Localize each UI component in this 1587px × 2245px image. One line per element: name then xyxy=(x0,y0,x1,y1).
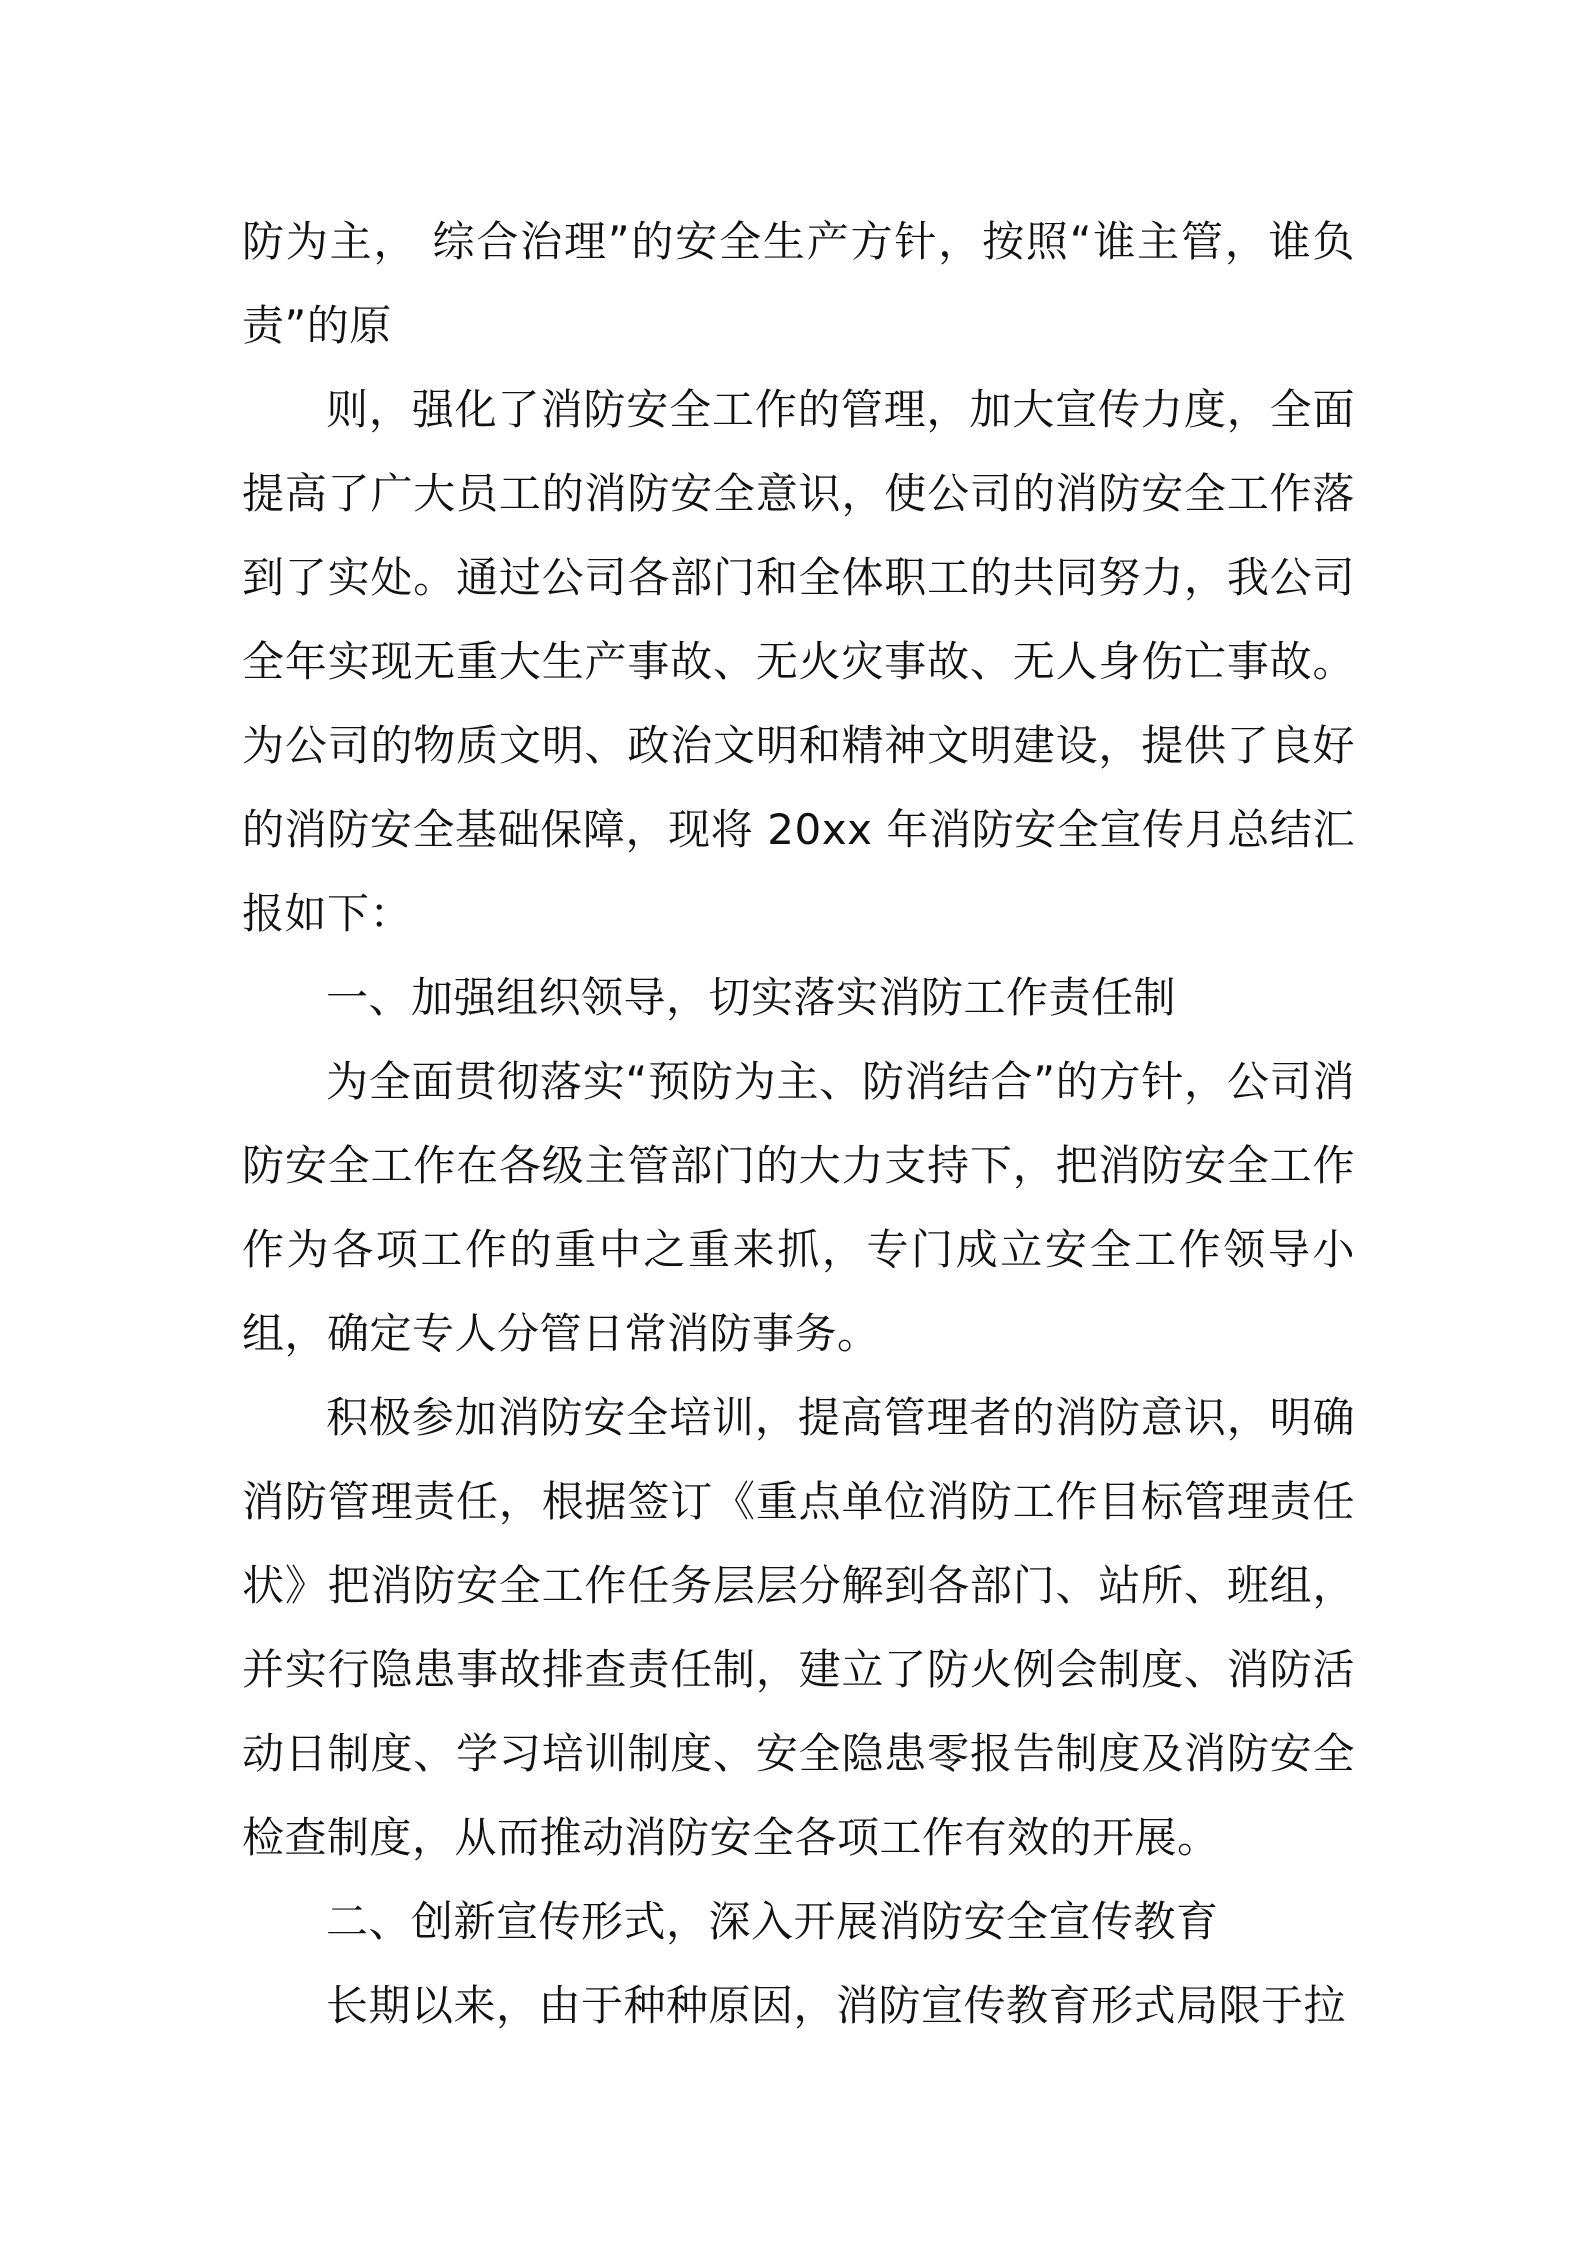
section-heading-1: 一、加强组织领导，切实落实消防工作责任制 xyxy=(326,973,1177,1022)
paragraph-summary-intro: 则，强化了消防安全工作的管理，加大宣传力度，全面提高了广大员工的消防安全意识，使公司的消防安全工作落到了实处。通过公司各部门和全体职工的共同努力，我公司全年实现无重大生产事故、无火灾事故、无人身伤亡事故。为公司的物质文明、政治文明和精神文明建设，提供了良好的消防安全基础保障，现将 20xx 年消防安全宣传月总结汇报如下： xyxy=(242,385,1355,938)
paragraph-publicity: 长期以来，由于种种原因，消防宣传教育形式局限于拉 xyxy=(326,1981,1347,2030)
document-body xyxy=(242,200,1355,2048)
paragraph-continued-intro: 防为主， 综合治理”的安全生产方针，按照“谁主管，谁负责”的原 xyxy=(242,217,1355,350)
paragraph-leadership: 为全面贯彻落实“预防为主、防消结合”的方针，公司消防安全工作在各级主管部门的大力支持下，把消防安全工作作为各项工作的重中之重来抓，专门成立安全工作领导小组，确定专人分管日常消防事务。 xyxy=(242,1057,1355,1358)
section-heading-2: 二、创新宣传形式，深入开展消防安全宣传教育 xyxy=(326,1897,1219,1946)
paragraph-training: 积极参加消防安全培训，提高管理者的消防意识，明确消防管理责任，根据签订《重点单位消防工作目标管理责任状》把消防安全工作任务层层分解到各部门、站所、班组，并实行隐患事故排查责任制，建立了防火例会制度、消防活动日制度、学习培训制度、安全隐患零报告制度及消防安全检查制度，从而推动消防安全各项工作有效的开展。 xyxy=(242,1393,1355,1862)
